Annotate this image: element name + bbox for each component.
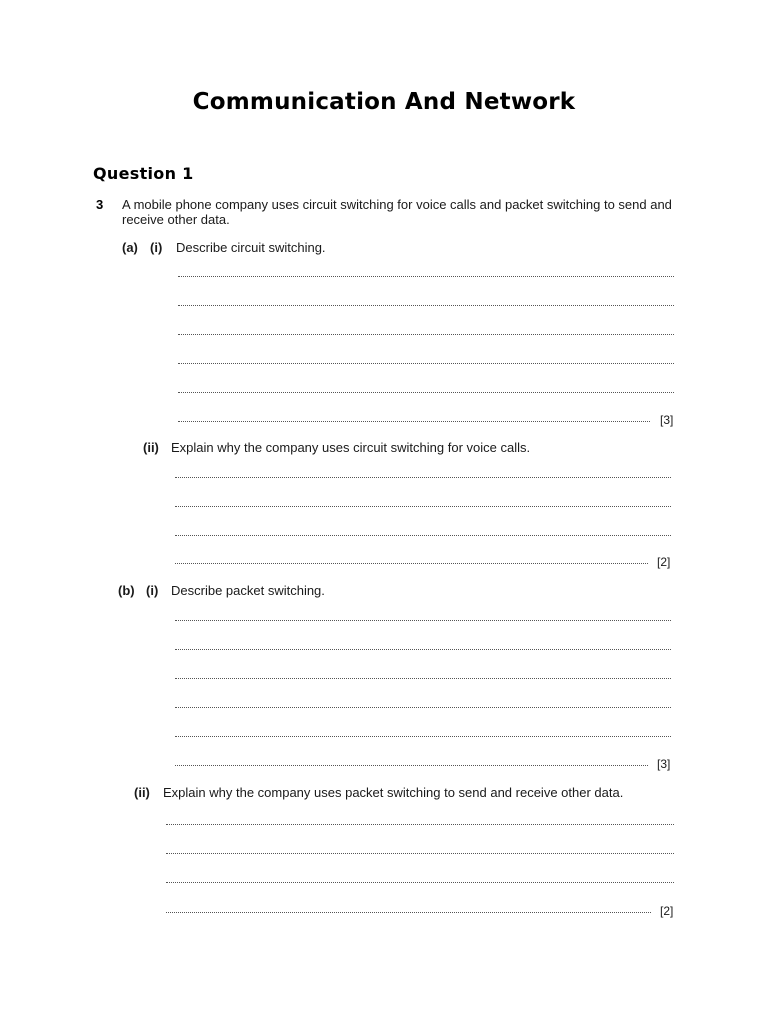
- part-b-ii-text: Explain why the company uses packet switching to send and receive other data.: [163, 785, 624, 800]
- question-heading: Question 1: [93, 164, 194, 183]
- marks-a-i: [3]: [660, 413, 674, 427]
- answer-line[interactable]: [178, 276, 674, 277]
- answer-line[interactable]: [175, 736, 671, 737]
- answer-line[interactable]: [166, 912, 651, 913]
- marks-a-ii: [2]: [657, 555, 671, 569]
- answer-line[interactable]: [178, 421, 650, 422]
- part-b-i-label: (i): [146, 583, 159, 598]
- answer-line[interactable]: [178, 334, 674, 335]
- answer-line[interactable]: [166, 853, 674, 854]
- answer-line[interactable]: [175, 678, 671, 679]
- answer-line[interactable]: [175, 535, 671, 536]
- part-b-ii-label: (ii): [134, 785, 150, 800]
- part-a-i-label: (i): [150, 240, 163, 255]
- answer-line[interactable]: [175, 620, 671, 621]
- part-a-ii-label: (ii): [143, 440, 159, 455]
- answer-line[interactable]: [175, 707, 671, 708]
- answer-line[interactable]: [175, 649, 671, 650]
- question-number: 3: [96, 197, 104, 212]
- page-title: Communication And Network: [192, 89, 576, 115]
- answer-line[interactable]: [178, 305, 674, 306]
- answer-line[interactable]: [178, 363, 674, 364]
- answer-line[interactable]: [175, 506, 671, 507]
- marks-b-i: [3]: [657, 757, 671, 771]
- answer-line[interactable]: [166, 824, 674, 825]
- answer-line[interactable]: [175, 477, 671, 478]
- question-stem: A mobile phone company uses circuit switching for voice calls and packet switching to send and receive other data.: [122, 197, 672, 227]
- part-b-label: (b): [118, 583, 135, 598]
- part-a-i-text: Describe circuit switching.: [176, 240, 326, 255]
- part-a-label: (a): [122, 240, 138, 255]
- part-a-ii-text: Explain why the company uses circuit switching for voice calls.: [171, 440, 531, 455]
- answer-line[interactable]: [178, 392, 674, 393]
- part-b-i-text: Describe packet switching.: [171, 583, 325, 598]
- answer-line[interactable]: [166, 882, 674, 883]
- answer-line[interactable]: [175, 563, 648, 564]
- marks-b-ii: [2]: [660, 904, 674, 918]
- answer-line[interactable]: [175, 765, 648, 766]
